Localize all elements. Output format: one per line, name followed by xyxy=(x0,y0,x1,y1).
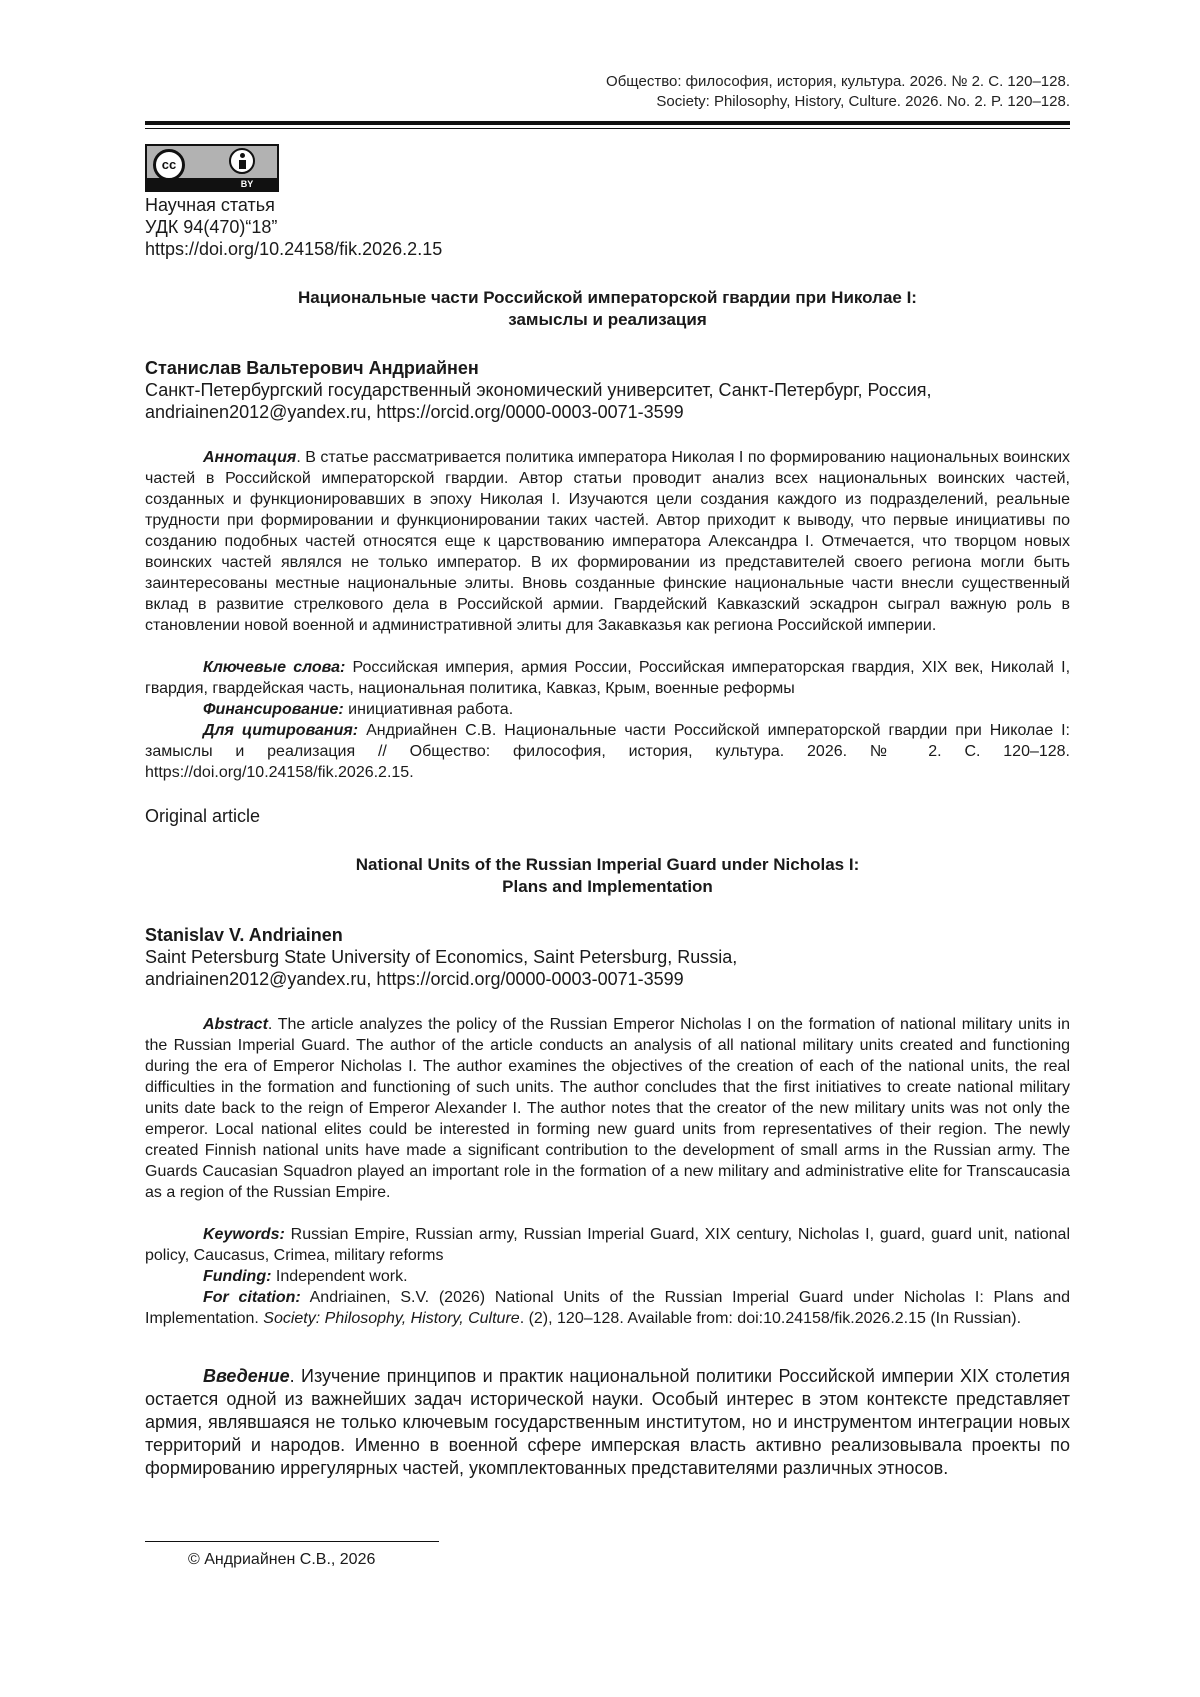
citation-label-en: For citation: xyxy=(203,1289,301,1306)
running-header-ru: Общество: философия, история, культура. 2026. № 2. С. 120–128. xyxy=(606,73,1070,90)
contacts-ru[interactable]: andriainen2012@yandex.ru, https://orcid.org/0000-0003-0071-3599 xyxy=(145,402,684,422)
keywords-text-ru: Российская империя, армия России, Российская императорская гвардия, XIX век, Николай I, гвардия, гвардейская часть, национальная политика, Кавказ, Крым, военные реформы xyxy=(145,659,1071,697)
citation-en xyxy=(145,1287,1070,1329)
abstract-text-en: . The article analyzes the policy of the Russian Emperor Nicholas I on the formation of national military units in the Russian Imperial Guard. The author of the article conducts an analysis of all national military units created and functioning during the era of Emperor Nicholas I. The author examines the objectives of the creation of each of the national units, the real difficulties in the formation and functioning of such units. The author concludes that the first initiatives to create national military units date back to the reign of Emperor Alexander I. The author notes that the creator of the new military units was not only the emperor. Local national elites could be interested in forming new guard units from representatives of their region. The newly created Finnish national units have made a significant contribution to the development of small arms in the Russian army. The Guards Caucasian Squadron played an important role in the formation of a new military and administrative elite for Transcaucasia as a region of the Russian Empire. xyxy=(145,1016,1070,1201)
doi-link[interactable]: https://doi.org/10.24158/fik.2026.2.15 xyxy=(145,239,443,259)
cc-logo-icon: cc xyxy=(153,149,185,181)
title-en-line1: National Units of the Russian Imperial Guard under Nicholas I: xyxy=(355,855,860,874)
keywords-en xyxy=(145,1224,1070,1266)
keywords-label-en: Keywords: xyxy=(203,1226,285,1243)
funding-text-en: Independent work. xyxy=(271,1268,408,1285)
keywords-ru xyxy=(145,657,1070,699)
funding-label-ru: Финансирование: xyxy=(203,701,344,718)
attribution-person-icon xyxy=(229,148,255,174)
author-name-ru: Станислав Вальтерович Андриайнен xyxy=(145,358,479,378)
cc-by-label: BY xyxy=(240,179,254,189)
intro-text: . Изучение принципов и практик национальной политики Российской империи XIX столетия остается одной из важнейших задач исторической науки. Особый интерес в этом контексте представляет армия, являвшаяся не только ключевым государственным институтом, но и инструментом интеграции новых территорий и народов. Именно в военной сфере имперская власть активно реализовывала проекты по формированию иррегулярных частей, укомплектованных представителями различных этносов. xyxy=(145,1366,1070,1478)
abstract-label-en: Abstract xyxy=(203,1016,268,1033)
funding-en xyxy=(145,1266,1070,1287)
funding-ru xyxy=(145,699,1070,720)
abstract-en xyxy=(145,1014,1070,1203)
contacts-en[interactable]: andriainen2012@yandex.ru, https://orcid.org/0000-0003-0071-3599 xyxy=(145,969,684,989)
title-ru-line1: Национальные части Российской императорской гвардии при Николае I: xyxy=(298,288,917,307)
funding-label-en: Funding: xyxy=(203,1268,272,1285)
citation-label-ru: Для цитирования: xyxy=(203,722,359,739)
intro-label: Введение xyxy=(203,1366,290,1386)
running-header-en: Society: Philosophy, History, Culture. 2026. No. 2. P. 120–128. xyxy=(656,93,1070,110)
copyright-footnote: © Андриайнен С.В., 2026 xyxy=(188,1551,376,1568)
keywords-text-en: Russian Empire, Russian army, Russian Imperial Guard, XIX century, Nicholas I, guard, guard unit, national policy, Caucasus, Crimea, military reforms xyxy=(145,1226,1070,1264)
citation-ru xyxy=(145,720,1070,783)
article-type-en: Original article xyxy=(145,806,261,826)
introduction-paragraph xyxy=(145,1365,1070,1480)
affiliation-ru: Санкт-Петербургский государственный экономический университет, Санкт-Петербург, Россия, xyxy=(145,380,932,400)
author-name-en: Stanislav V. Andriainen xyxy=(145,925,343,945)
citation-text-en-a: Andriainen, S.V. (2026) National Units of the Russian Imperial Guard under Nicholas I: Plans and Implementation. xyxy=(145,1289,1070,1327)
title-en-line2: Plans and Implementation xyxy=(502,877,713,896)
citation-journal-en: Society: Philosophy, History, Culture xyxy=(263,1310,520,1327)
funding-text-ru: инициативная работа. xyxy=(343,701,514,718)
citation-text-ru: Андриайнен С.В. Национальные части Российской императорской гвардии при Николае I: замыслы и реализация // Общество: философия, история, культура. 2026. № 2. С. 120–128. https://doi.org/10.24158/fik.2026.2.15. xyxy=(145,722,1071,781)
abstract-label-ru: Аннотация xyxy=(203,449,297,466)
article-type-ru: Научная статья xyxy=(145,195,275,215)
udc-code: УДК 94(470)“18” xyxy=(145,217,278,237)
abstract-text-ru: . В статье рассматривается политика императора Николая I по формированию национальных воинских частей в Российской императорской гвардии. Автор статьи проводит анализ всех национальных воинских частей, созданных и функционировавших в эпоху Николая I. Изучаются цели создания каждого из подразделений, реальные трудности при формировании и функционировании таких частей. Автор приходит к выводу, что первые инициативы по созданию подобных частей относятся еще к царствованию императора Александра I. Отмечается, что творцом новых воинских частей являлся не только император. В их формировании из представителей своего региона могли быть заинтересованы местные национальные элиты. Вновь созданные финские национальные части внесли существенный вклад в развитие стрелкового дела в Российской армии. Гвардейский Кавказский эскадрон сыграл важную роль в становлении новой военной и административной элиты для Закавказья как региона Российской империи. xyxy=(145,449,1070,634)
keywords-label-ru: Ключевые слова: xyxy=(203,659,346,676)
affiliation-en: Saint Petersburg State University of Economics, Saint Petersburg, Russia, xyxy=(145,947,738,967)
abstract-ru xyxy=(145,447,1070,636)
header-rule-thick xyxy=(145,121,1070,125)
citation-text-en-b: . (2), 120–128. Available from: doi:10.24158/fik.2026.2.15 (In Russian). xyxy=(519,1310,1022,1327)
title-ru-line2: замыслы и реализация xyxy=(508,310,707,329)
footnote-separator xyxy=(145,1541,439,1542)
header-rule-thin xyxy=(145,128,1070,129)
cc-by-icon[interactable] xyxy=(145,144,279,192)
